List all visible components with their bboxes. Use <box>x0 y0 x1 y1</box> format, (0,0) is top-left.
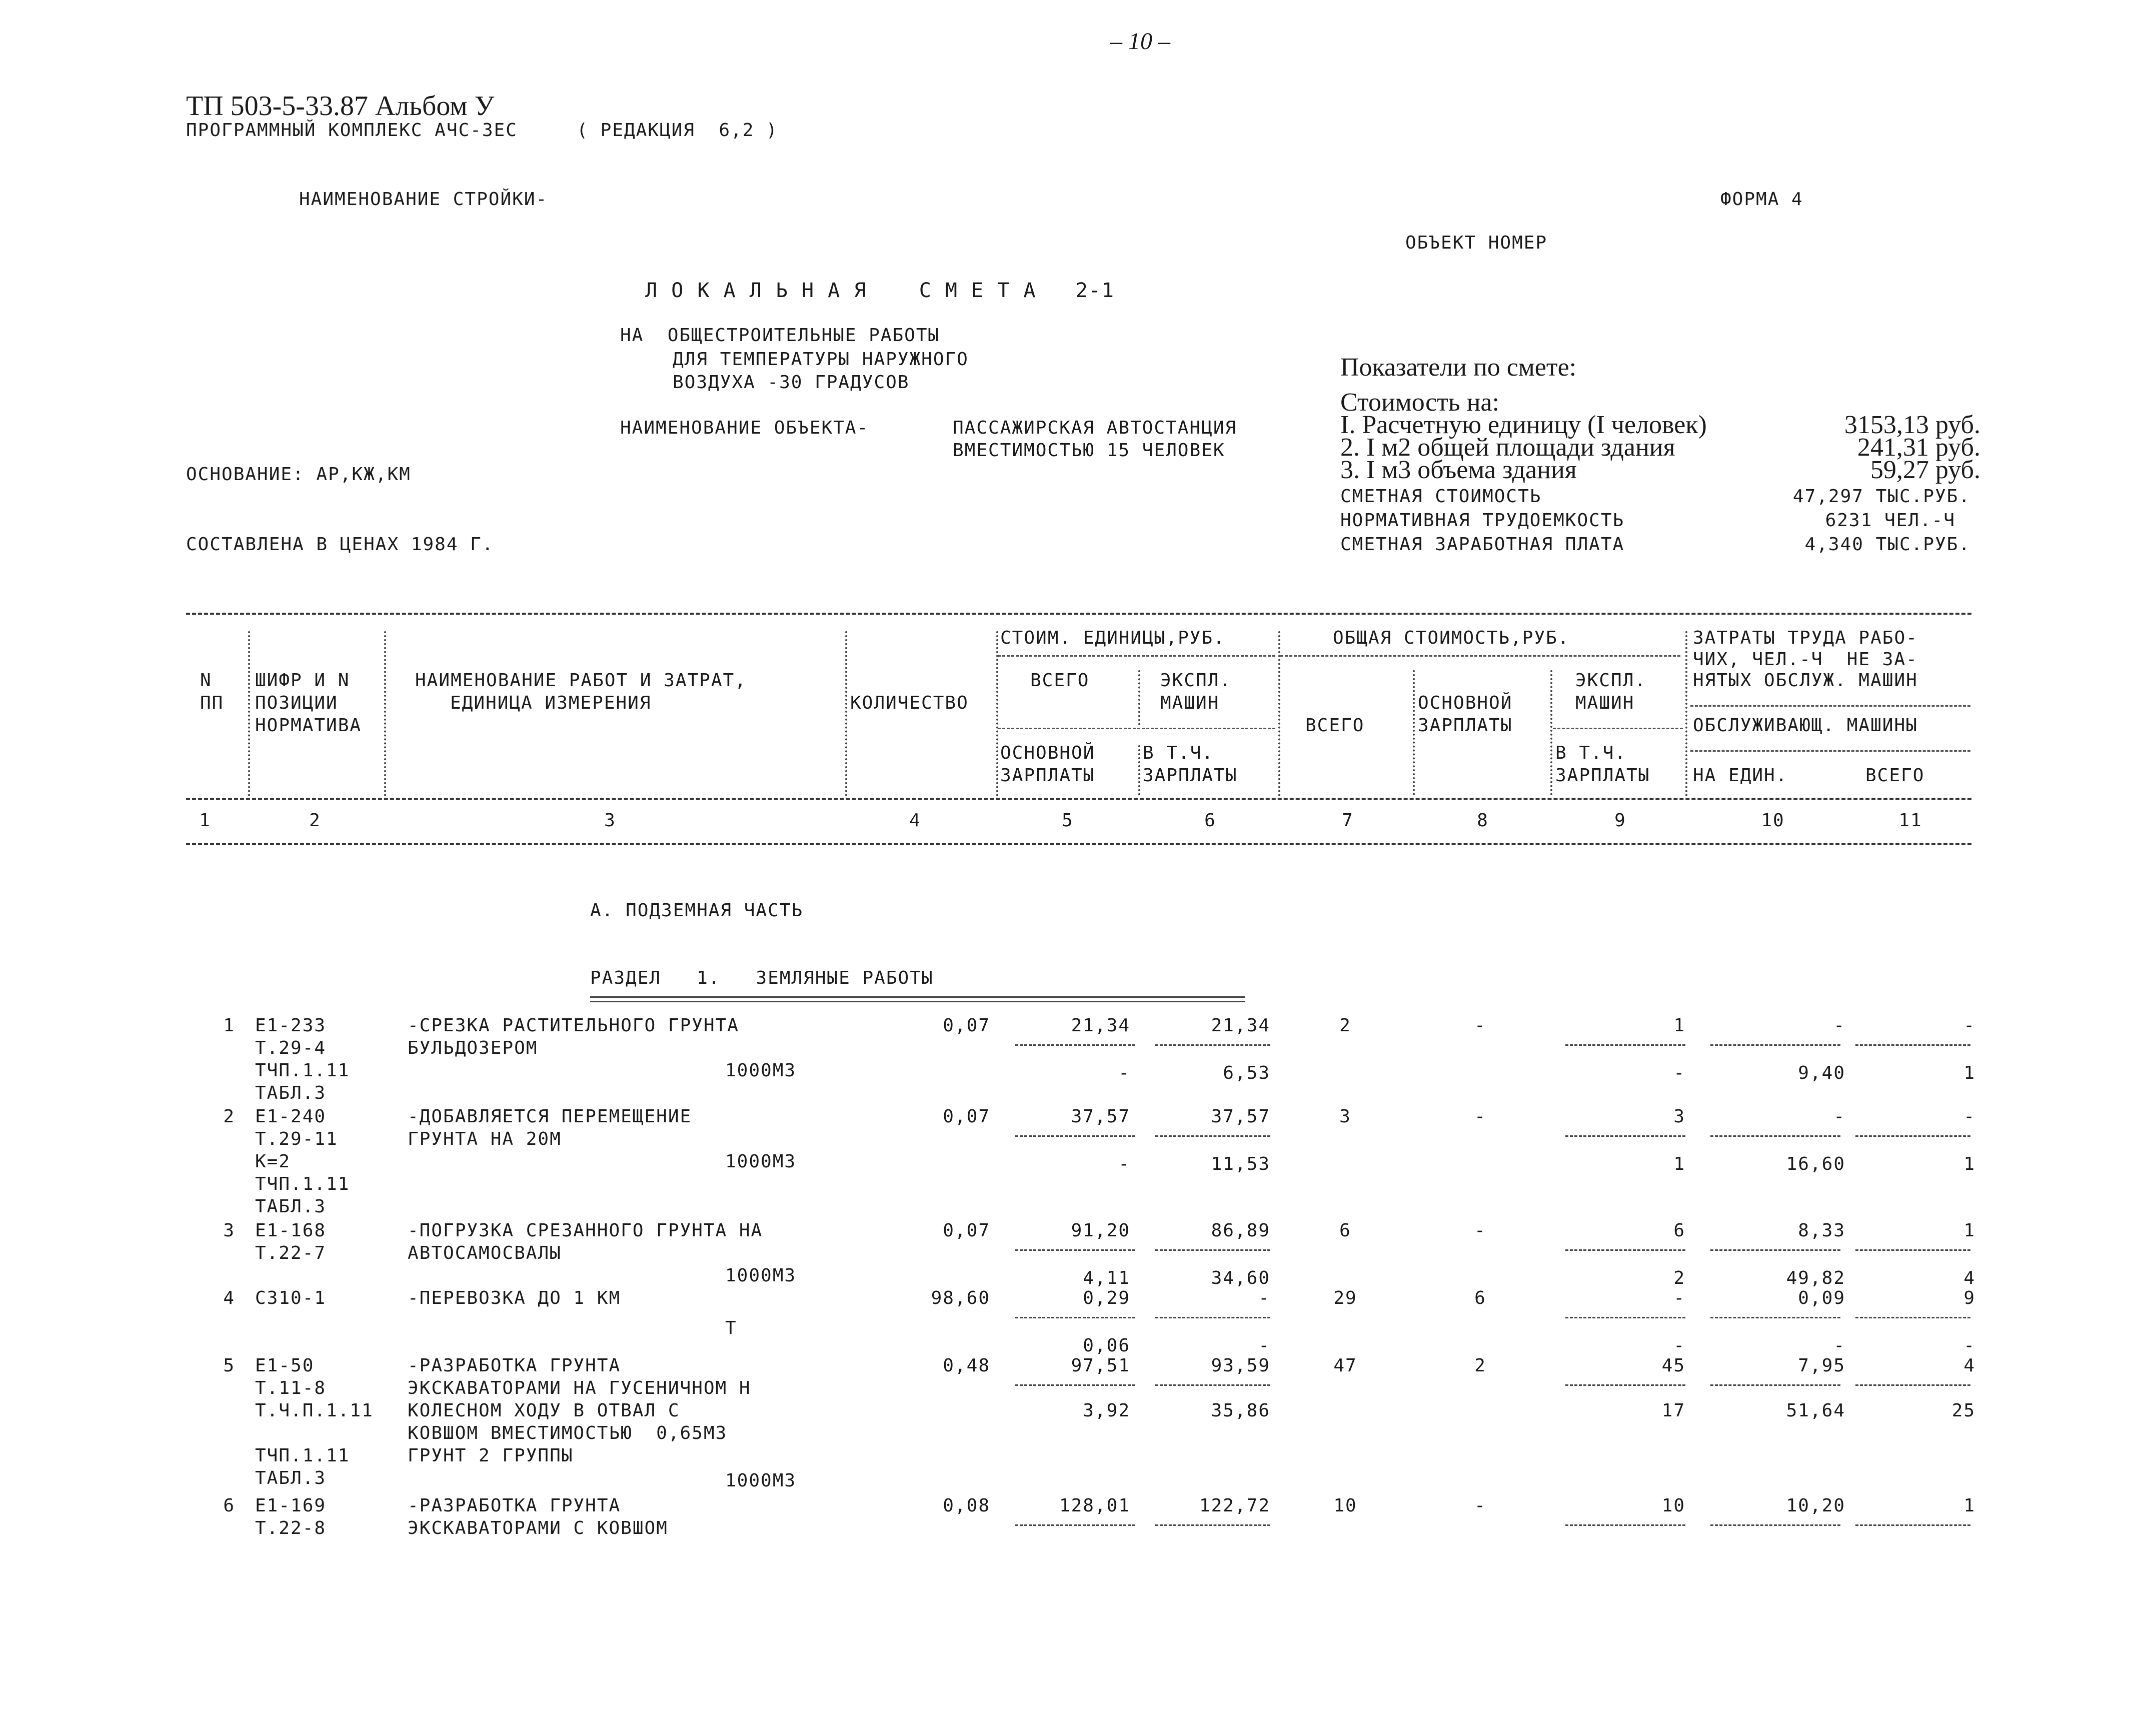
row-unit-expl-wage: 11,53 <box>1211 1154 1270 1174</box>
wage-label: СМЕТНАЯ ЗАРАБОТНАЯ ПЛАТА <box>1340 534 1625 555</box>
cell-separator <box>1565 1044 1685 1046</box>
cell-separator <box>1710 1249 1840 1251</box>
row-number: 1 <box>223 1015 235 1036</box>
row-unit-expl: 93,59 <box>1211 1355 1270 1376</box>
header-col11-total: ВСЕГО <box>1865 765 1925 786</box>
row-unit: 1000М3 <box>725 1060 797 1081</box>
row-code: ТАБЛ.3 <box>255 1468 327 1488</box>
row-name: -ПОГРУЗКА СРЕЗАННОГО ГРУНТА НА <box>408 1220 763 1241</box>
cell-separator <box>1855 1524 1970 1526</box>
row-unit-total: 21,34 <box>1071 1015 1130 1036</box>
prices-year: СОСТАВЛЕНА В ЦЕНАХ 1984 Г. <box>186 534 494 555</box>
row-number: 5 <box>223 1355 235 1376</box>
cell-separator <box>1710 1524 1840 1526</box>
row-quantity: 0,07 <box>943 1220 990 1241</box>
object-name-label: НАИМЕНОВАНИЕ ОБЪЕКТА- <box>620 418 869 438</box>
row-expl-wage: 17 <box>1661 1400 1685 1421</box>
row-quantity: 0,07 <box>943 1106 990 1127</box>
cell-separator <box>1565 1524 1685 1526</box>
header-total-cost: ОБЩАЯ СТОИМОСТЬ,РУБ. <box>1333 628 1570 648</box>
cell-separator <box>1155 1524 1270 1526</box>
row-expl: - <box>1673 1288 1685 1308</box>
row-total: 2 <box>1339 1015 1351 1036</box>
header-col1-b: ПП <box>200 693 224 713</box>
row-name: ЭКСКАВАТОРАМИ НА ГУСЕНИЧНОМ Н <box>408 1378 751 1398</box>
row-unit-expl: 86,89 <box>1211 1220 1270 1241</box>
cell-separator <box>1710 1135 1840 1137</box>
header-col3-a: НАИМЕНОВАНИЕ РАБОТ И ЗАТРАТ, <box>415 670 747 691</box>
row-unit-expl-wage: 35,86 <box>1211 1400 1270 1421</box>
col-num-9: 9 <box>1614 810 1626 831</box>
row-name: ГРУНТА НА 20М <box>408 1129 562 1149</box>
row-labor-total: 1 <box>1963 1220 1975 1241</box>
wage-value: 4,340 ТЫС.РУБ. <box>1804 534 1970 555</box>
row-name: -СРЕЗКА РАСТИТЕЛЬНОГО ГРУНТА <box>408 1015 739 1036</box>
row-unit-expl-wage: 6,53 <box>1223 1063 1270 1083</box>
header-labor-c: НЯТЫХ ОБСЛУЖ. МАШИН <box>1693 670 1918 691</box>
row-total: 10 <box>1333 1495 1357 1516</box>
row-code: ТЧП.1.11 <box>255 1445 350 1466</box>
row-expl: 10 <box>1661 1495 1685 1516</box>
row-labor-total: 1 <box>1963 1495 1975 1516</box>
row-code: Е1-233 <box>255 1015 327 1036</box>
row-labor-unit: - <box>1833 1015 1845 1036</box>
cell-separator <box>1155 1384 1270 1386</box>
row-serv-total: 1 <box>1963 1154 1975 1174</box>
form-label: ФОРМА 4 <box>1720 189 1803 210</box>
indicator-line-3-value: 59,27 руб. <box>1870 456 1980 484</box>
row-unit-expl-wage: 34,60 <box>1211 1268 1270 1288</box>
labor-intensity-label: НОРМАТИВНАЯ ТРУДОЕМКОСТЬ <box>1340 510 1625 531</box>
row-code: К=2 <box>255 1151 291 1172</box>
cell-separator <box>1155 1249 1270 1251</box>
section-title: РАЗДЕЛ 1. ЗЕМЛЯНЫЕ РАБОТЫ <box>590 968 934 988</box>
cell-separator <box>1855 1044 1970 1046</box>
cell-separator <box>1015 1249 1135 1251</box>
cell-separator <box>1565 1135 1685 1137</box>
header-col2-b: ПОЗИЦИИ <box>255 693 338 713</box>
basis: ОСНОВАНИЕ: АР,КЖ,КМ <box>186 464 411 485</box>
row-main-wage: 2 <box>1474 1355 1486 1376</box>
row-total: 47 <box>1333 1355 1357 1376</box>
object-number: ОБЪЕКТ НОМЕР <box>1405 233 1548 253</box>
cell-separator <box>1855 1249 1970 1251</box>
col-num-6: 6 <box>1204 810 1216 831</box>
part-title: А. ПОДЗЕМНАЯ ЧАСТЬ <box>590 900 804 921</box>
header-col7-total: ВСЕГО <box>1305 715 1365 736</box>
header-col8-b: ЗАРПЛАТЫ <box>1418 715 1513 736</box>
header-col2-a: ШИФР И N <box>255 670 350 691</box>
construction-label: НАИМЕНОВАНИЕ СТРОЙКИ- <box>299 189 548 210</box>
row-total: 29 <box>1333 1288 1357 1308</box>
subtitle-line-3: ВОЗДУХА -30 ГРАДУСОВ <box>673 372 910 393</box>
header-labor-b: ЧИХ, ЧЕЛ.-Ч НЕ ЗА- <box>1693 649 1918 670</box>
subtitle-line-1: НА ОБЩЕСТРОИТЕЛЬНЫЕ РАБОТЫ <box>620 325 940 346</box>
row-number: 4 <box>223 1288 235 1308</box>
row-labor-unit: 10,20 <box>1786 1495 1845 1516</box>
row-name: КОЛЕСНОМ ХОДУ В ОТВАЛ С <box>408 1400 680 1421</box>
row-expl-wage: 2 <box>1673 1268 1685 1288</box>
row-name: -РАЗРАБОТКА ГРУНТА <box>408 1355 621 1376</box>
indicator-line-1-label: I. Расчетную единицу (I человек) <box>1340 411 1707 439</box>
cell-separator <box>1015 1135 1135 1137</box>
header-col6-expl: ЭКСПЛ. <box>1160 670 1232 691</box>
document-title: Л О К А Л Ь Н А Я С М Е Т А 2-1 <box>645 279 1115 302</box>
row-labor-total: - <box>1963 1106 1975 1127</box>
row-unit-wage: 3,92 <box>1083 1400 1130 1421</box>
row-expl-wage: - <box>1673 1335 1685 1356</box>
row-labor-unit: 8,33 <box>1798 1220 1845 1241</box>
row-main-wage: - <box>1474 1495 1486 1516</box>
row-total: 6 <box>1339 1220 1351 1241</box>
col-num-8: 8 <box>1477 810 1489 831</box>
col-num-5: 5 <box>1062 810 1074 831</box>
row-unit-wage: - <box>1118 1154 1130 1174</box>
row-serv-unit: - <box>1833 1335 1845 1356</box>
row-name: БУЛЬДОЗЕРОМ <box>408 1038 538 1058</box>
row-number: 2 <box>223 1106 235 1127</box>
indicator-line-1-value: 3153,13 руб. <box>1844 411 1980 439</box>
row-code: ТАБЛ.3 <box>255 1196 327 1217</box>
row-serv-unit: 49,82 <box>1786 1268 1845 1288</box>
header-col5-total: ВСЕГО <box>1030 670 1090 691</box>
row-code: Е1-169 <box>255 1495 327 1516</box>
row-unit: Т <box>725 1318 737 1338</box>
row-total: 3 <box>1339 1106 1351 1127</box>
row-serv-unit: 9,40 <box>1798 1063 1845 1083</box>
row-code: Т.11-8 <box>255 1378 327 1398</box>
col-num-4: 4 <box>909 810 921 831</box>
row-name: ЭКСКАВАТОРАМИ С КОВШОМ <box>408 1518 668 1538</box>
col-num-2: 2 <box>309 810 321 831</box>
header-labor-d: ОБСЛУЖИВАЮЩ. МАШИНЫ <box>1693 715 1918 736</box>
estimated-cost-label: СМЕТНАЯ СТОИМОСТЬ <box>1340 486 1542 507</box>
cell-separator <box>1710 1044 1840 1046</box>
header-col6-incl-a: В Т.Ч. <box>1143 743 1214 763</box>
row-labor-total: 4 <box>1963 1355 1975 1376</box>
row-unit-expl: 21,34 <box>1211 1015 1270 1036</box>
cell-separator <box>1710 1317 1840 1318</box>
row-main-wage: - <box>1474 1220 1486 1241</box>
row-serv-total: 4 <box>1963 1268 1975 1288</box>
row-name: АВТОСАМОСВАЛЫ <box>408 1243 562 1263</box>
row-number: 6 <box>223 1495 235 1516</box>
section-underline <box>590 996 1245 1002</box>
row-code: ТАБЛ.3 <box>255 1083 327 1103</box>
row-unit-wage: 0,06 <box>1083 1335 1130 1356</box>
row-expl-wage: - <box>1673 1063 1685 1083</box>
object-name-line-1: ПАССАЖИРСКАЯ АВТОСТАНЦИЯ <box>953 418 1237 438</box>
row-labor-unit: 7,95 <box>1798 1355 1845 1376</box>
header-col4: КОЛИЧЕСТВО <box>850 693 969 713</box>
row-main-wage: - <box>1474 1015 1486 1036</box>
row-code: Т.29-11 <box>255 1129 338 1149</box>
row-unit-total: 37,57 <box>1071 1106 1130 1127</box>
col-num-10: 10 <box>1761 810 1785 831</box>
row-quantity: 0,48 <box>943 1355 990 1376</box>
cell-separator <box>1155 1317 1270 1318</box>
row-quantity: 0,08 <box>943 1495 990 1516</box>
indicators-cost-on: Стоимость на: <box>1340 388 1499 417</box>
header-col9-expl: ЭКСПЛ. <box>1575 670 1647 691</box>
cell-separator <box>1155 1135 1270 1137</box>
row-code: С310-1 <box>255 1288 327 1308</box>
header-col1-a: N <box>200 670 212 691</box>
header-col10-per-unit: НА ЕДИН. <box>1693 765 1788 786</box>
cell-separator <box>1015 1384 1135 1386</box>
header-col6-incl-b: ЗАРПЛАТЫ <box>1143 765 1238 786</box>
cell-separator <box>1015 1317 1135 1318</box>
row-name: -ПЕРЕВОЗКА ДО 1 КМ <box>408 1288 621 1308</box>
labor-intensity-value: 6231 ЧЕЛ.-Ч <box>1825 510 1955 531</box>
row-main-wage: - <box>1474 1106 1486 1127</box>
row-unit-wage: - <box>1118 1063 1130 1083</box>
row-name: -РАЗРАБОТКА ГРУНТА <box>408 1495 621 1516</box>
indicator-line-2-label: 2. I м2 общей площади здания <box>1340 433 1675 462</box>
cell-separator <box>1710 1384 1840 1386</box>
object-name-line-2: ВМЕСТИМОСТЬЮ 15 ЧЕЛОВЕК <box>953 440 1225 461</box>
indicators-title: Показатели по смете: <box>1340 353 1577 382</box>
album-title: ТП 503-5-33.87 Альбом У <box>186 91 495 122</box>
row-quantity: 0,07 <box>943 1015 990 1036</box>
cell-separator <box>1565 1317 1685 1318</box>
col-num-11: 11 <box>1898 810 1922 831</box>
cell-separator <box>1855 1135 1970 1137</box>
header-col8-a: ОСНОВНОЙ <box>1418 693 1513 713</box>
row-labor-unit: - <box>1833 1106 1845 1127</box>
indicator-line-2-value: 241,31 руб. <box>1857 433 1980 462</box>
header-col5-main-wage-a: ОСНОВНОЙ <box>1000 743 1095 763</box>
row-unit-expl: 122,72 <box>1199 1495 1270 1516</box>
row-expl: 3 <box>1673 1106 1685 1127</box>
header-col9-incl-a: В Т.Ч. <box>1555 743 1627 763</box>
row-code: Т.22-7 <box>255 1243 327 1263</box>
cell-separator <box>1015 1524 1135 1526</box>
row-unit: 1000М3 <box>725 1265 797 1286</box>
row-unit-expl-wage: - <box>1258 1335 1270 1356</box>
row-code: Е1-168 <box>255 1220 327 1241</box>
cell-separator <box>1155 1044 1270 1046</box>
page-number: – 10 – <box>1110 28 1170 55</box>
row-name: КОВШОМ ВМЕСТИМОСТЬЮ 0,65М3 <box>408 1423 728 1443</box>
row-code: ТЧП.1.11 <box>255 1174 350 1194</box>
cell-separator <box>1855 1317 1970 1318</box>
header-col9-incl-b: ЗАРПЛАТЫ <box>1555 765 1650 786</box>
header-col2-c: НОРМАТИВА <box>255 715 362 736</box>
col-num-7: 7 <box>1342 810 1354 831</box>
row-expl: 6 <box>1673 1220 1685 1241</box>
row-unit-total: 97,51 <box>1071 1355 1130 1376</box>
row-labor-total: 9 <box>1963 1288 1975 1308</box>
row-unit-total: 0,29 <box>1083 1288 1130 1308</box>
header-col5-main-wage-b: ЗАРПЛАТЫ <box>1000 765 1095 786</box>
row-name: ГРУНТ 2 ГРУППЫ <box>408 1445 574 1466</box>
row-quantity: 98,60 <box>931 1288 990 1308</box>
row-main-wage: 6 <box>1474 1288 1486 1308</box>
row-name: -ДОБАВЛЯЕТСЯ ПЕРЕМЕЩЕНИЕ <box>408 1106 692 1127</box>
row-unit: 1000М3 <box>725 1151 797 1172</box>
header-unit-cost: СТОИМ. ЕДИНИЦЫ,РУБ. <box>1000 628 1225 648</box>
row-serv-total: 25 <box>1951 1400 1975 1421</box>
subtitle-line-2: ДЛЯ ТЕМПЕРАТУРЫ НАРУЖНОГО <box>673 349 969 370</box>
row-number: 3 <box>223 1220 235 1241</box>
row-unit: 1000М3 <box>725 1470 797 1491</box>
row-unit-wage: 4,11 <box>1083 1268 1130 1288</box>
row-code: ТЧП.1.11 <box>255 1060 350 1081</box>
row-serv-unit: 51,64 <box>1786 1400 1845 1421</box>
row-expl-wage: 1 <box>1673 1154 1685 1174</box>
cell-separator <box>1565 1249 1685 1251</box>
cell-separator <box>1015 1044 1135 1046</box>
row-expl: 45 <box>1661 1355 1685 1376</box>
cell-separator <box>1565 1384 1685 1386</box>
header-col9-machines: МАШИН <box>1575 693 1635 713</box>
row-labor-unit: 0,09 <box>1798 1288 1845 1308</box>
row-unit-expl: - <box>1258 1288 1270 1308</box>
indicator-line-3-label: 3. I м3 объема здания <box>1340 456 1577 484</box>
row-code: Е1-50 <box>255 1355 315 1376</box>
row-unit-total: 91,20 <box>1071 1220 1130 1241</box>
row-serv-total: - <box>1963 1335 1975 1356</box>
header-col6-machines: МАШИН <box>1160 693 1220 713</box>
program-line: ПРОГРАММНЫЙ КОМПЛЕКС АЧС-ЗЕС ( РЕДАКЦИЯ 6,2 ) <box>186 120 778 141</box>
row-code: Т.22-8 <box>255 1518 327 1538</box>
header-labor-a: ЗАТРАТЫ ТРУДА РАБО- <box>1693 628 1918 648</box>
row-unit-expl: 37,57 <box>1211 1106 1270 1127</box>
col-num-3: 3 <box>604 810 616 831</box>
header-col3-b: ЕДИНИЦА ИЗМЕРЕНИЯ <box>450 693 652 713</box>
row-serv-total: 1 <box>1963 1063 1975 1083</box>
row-expl: 1 <box>1673 1015 1685 1036</box>
estimated-cost-value: 47,297 ТЫС.РУБ. <box>1792 486 1970 507</box>
row-unit-total: 128,01 <box>1059 1495 1130 1516</box>
row-code: Т.29-4 <box>255 1038 327 1058</box>
cell-separator <box>1855 1384 1970 1386</box>
row-serv-unit: 16,60 <box>1786 1154 1845 1174</box>
col-num-1: 1 <box>199 810 211 831</box>
row-code: Е1-240 <box>255 1106 327 1127</box>
row-labor-total: - <box>1963 1015 1975 1036</box>
row-code: Т.Ч.П.1.11 <box>255 1400 374 1421</box>
